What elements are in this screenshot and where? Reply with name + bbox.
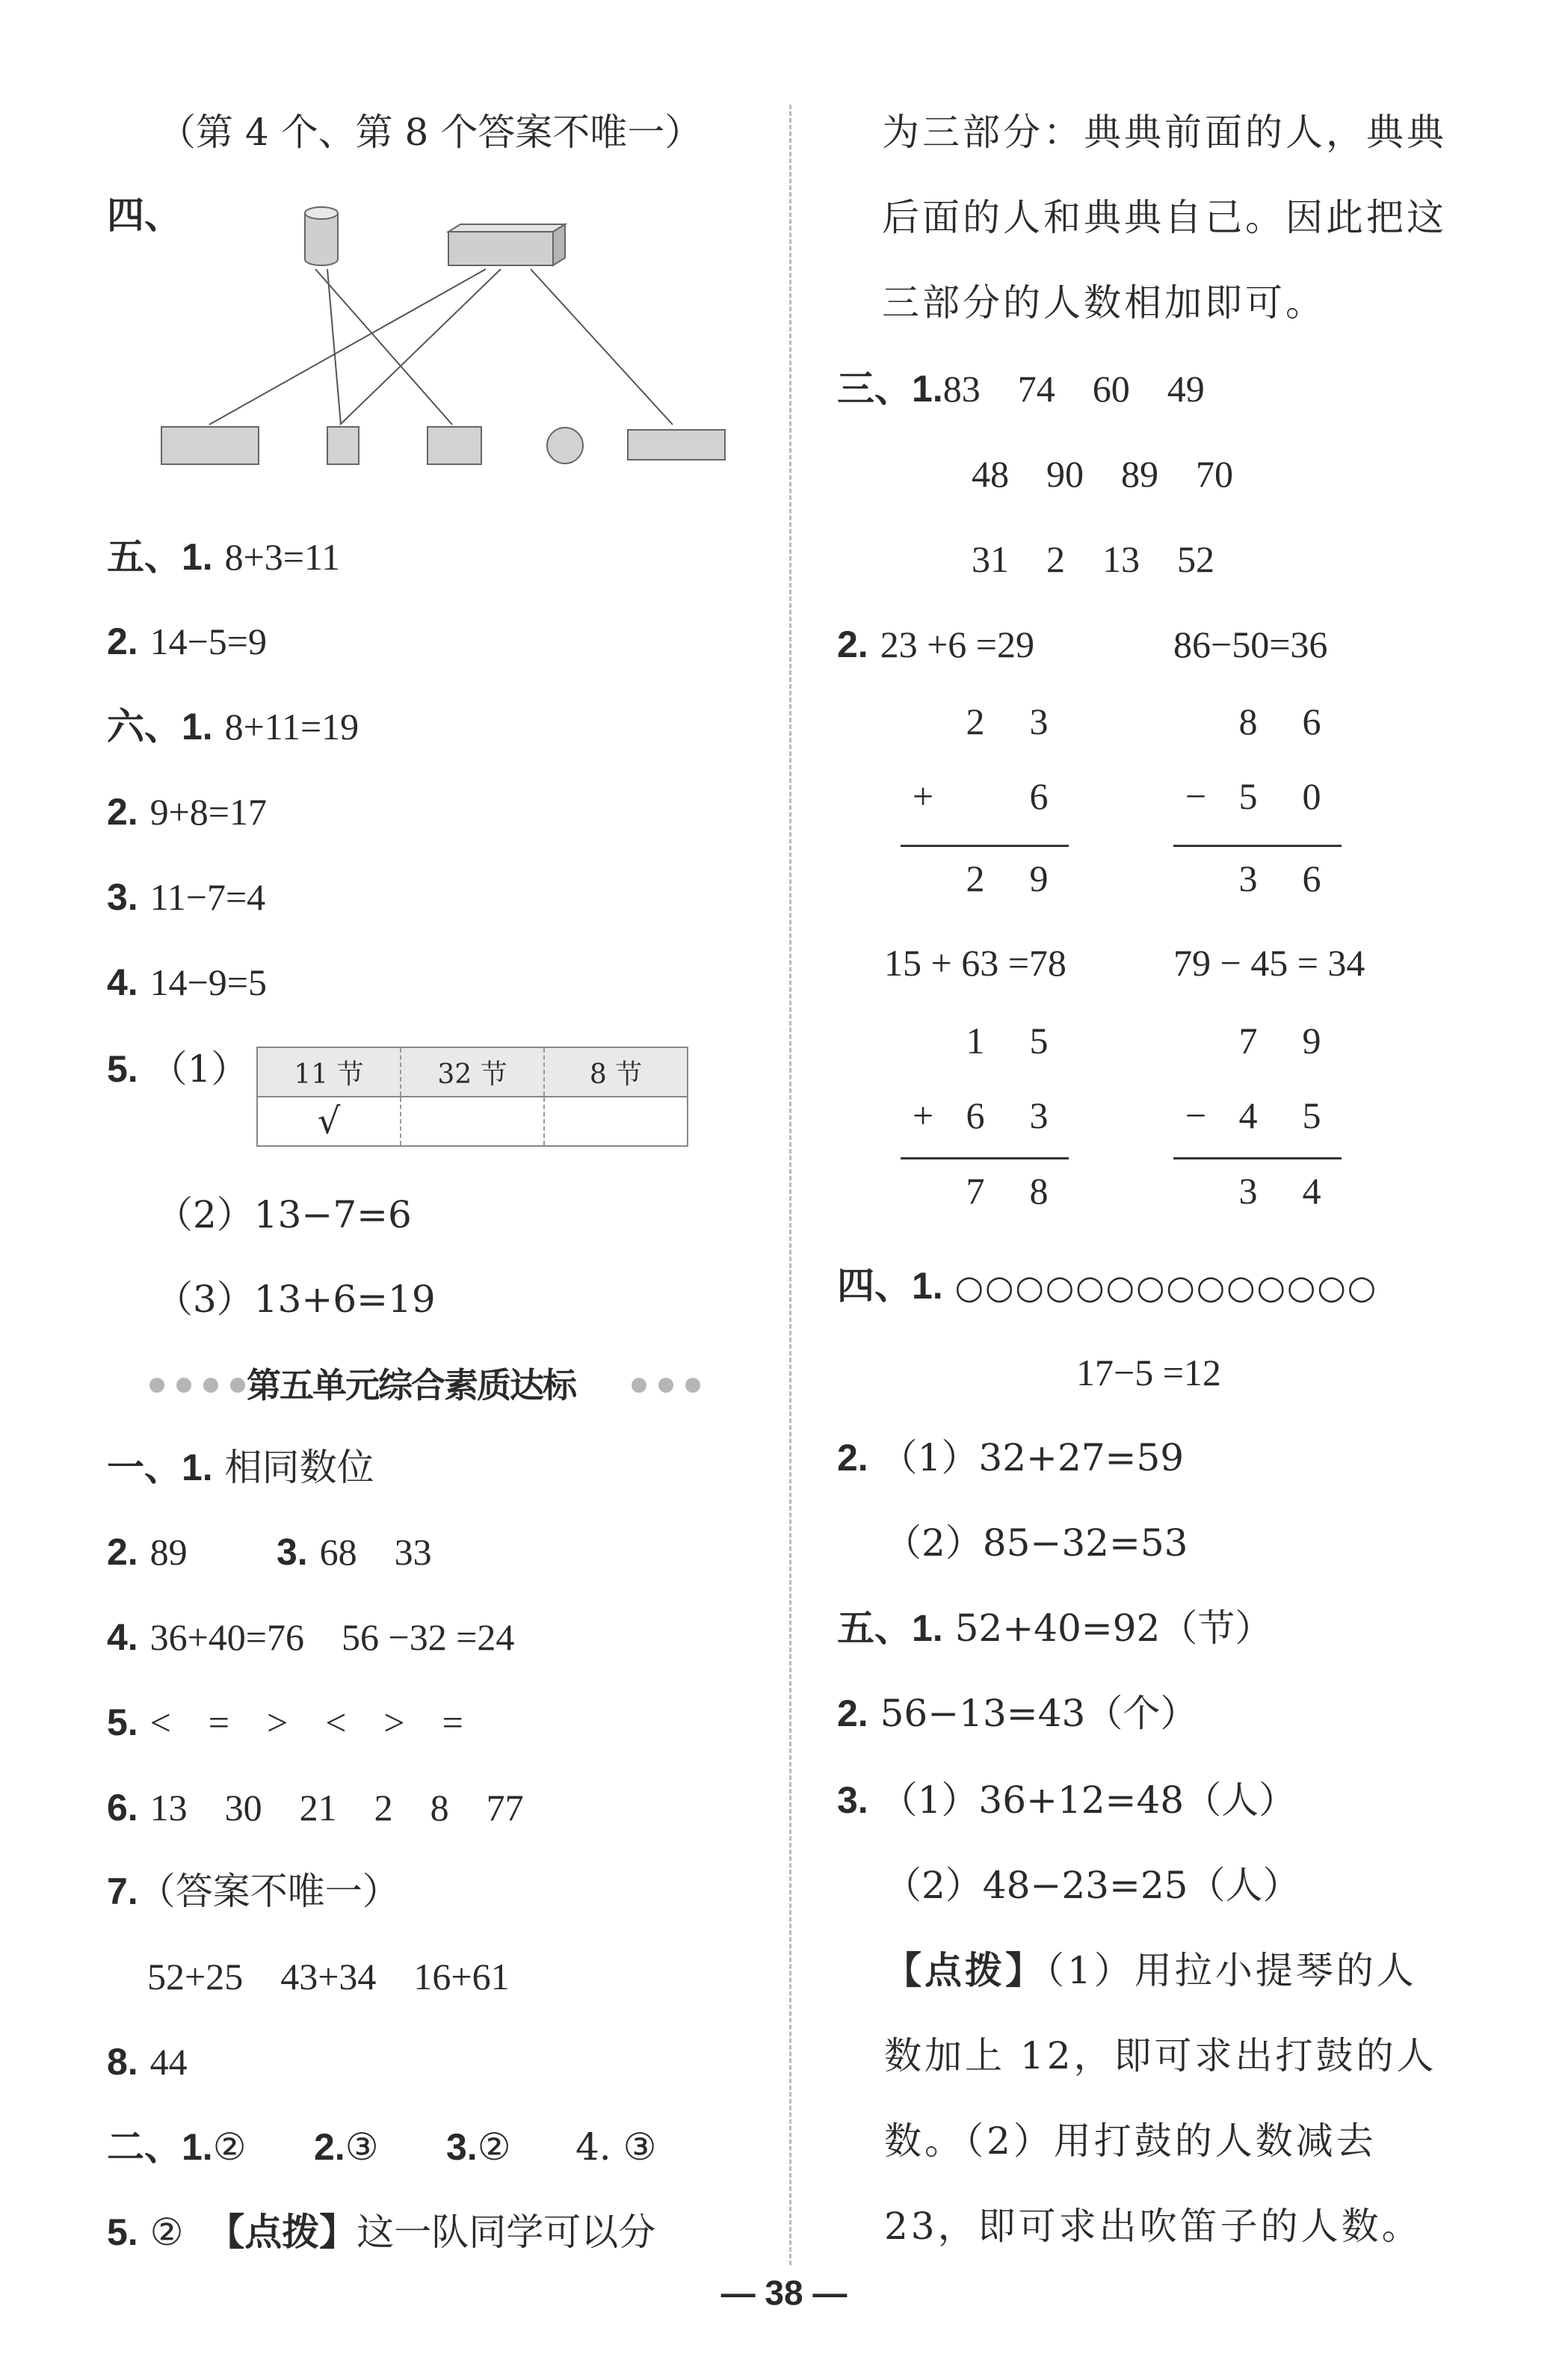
v4-r1: 3 — [1238, 1170, 1258, 1212]
s5-3-label: 3. — [837, 1779, 868, 1821]
s3-2-label: 2. — [837, 623, 868, 665]
v2-b2: 0 — [1302, 775, 1321, 817]
q5-1-answer: 8+3=11 — [224, 536, 341, 578]
section-title — [149, 1359, 717, 1411]
s5-3b: （2）48−23=25（人） — [884, 1864, 1300, 1907]
column-divider — [789, 105, 791, 2265]
tip-label: 【点拨】 — [884, 1950, 1046, 1992]
section-title-text: 第五单元综合素质达标 — [247, 1365, 575, 1405]
tip-continued-line1: 为三部分：典典前面的人，典典 — [882, 111, 1447, 154]
s2-5-tip-label: 【点拨】 — [207, 2211, 357, 2253]
equation-3: 15 + 63 =78 — [884, 942, 1067, 984]
tip-line2: 数加上 12，即可求出打鼓的人 — [884, 2034, 1437, 2077]
s1-5-answer: < = > < > = — [149, 1701, 463, 1743]
v3-a2: 5 — [1029, 1020, 1049, 1062]
table-header: 32 节 — [401, 1047, 544, 1097]
q6-4-answer: 14−9=5 — [149, 961, 268, 1003]
s2-5-tip-text: 这一队同学可以分 — [356, 2211, 656, 2254]
v2-r1: 3 — [1238, 857, 1258, 899]
s1-1-label: 一、1. — [107, 1447, 213, 1488]
s1-8-label: 8. — [107, 2041, 138, 2083]
table-cell — [401, 1097, 544, 1146]
s1-6-label: 6. — [107, 1787, 138, 1829]
q4-label: 四、 — [107, 194, 182, 236]
s2-4-answer: 4. ③ — [575, 2125, 657, 2169]
s1-2-answer: 89 — [149, 1531, 188, 1573]
v1-a2: 3 — [1029, 700, 1049, 742]
s3-1-label: 三、1. — [837, 368, 943, 410]
v3-b2: 3 — [1029, 1094, 1049, 1136]
s1-4-label: 4. — [107, 1616, 138, 1658]
q5-2-answer: 14−5=9 — [149, 620, 268, 662]
s2-2-answer: ③ — [345, 2125, 379, 2169]
v2-r2: 6 — [1302, 857, 1321, 899]
v1-a1: 2 — [966, 700, 985, 742]
q6-4-label: 4. — [107, 961, 138, 1003]
v4-r2: 4 — [1302, 1170, 1321, 1212]
answer-table — [256, 1047, 688, 1147]
s4-2a: （1）32+27=59 — [880, 1436, 1185, 1479]
table-header: 8 节 — [544, 1047, 688, 1097]
s3-1-row1: 83 74 60 49 — [942, 368, 1205, 410]
s3-1-row3: 31 2 13 52 — [972, 538, 1214, 580]
s4-2-label: 2. — [837, 1437, 868, 1479]
equation-2: 86−50=36 — [1173, 623, 1328, 665]
q5-1-label: 五、1. — [107, 536, 213, 578]
v1-r2: 9 — [1029, 857, 1049, 899]
v3-line — [901, 1157, 1069, 1159]
equation-4: 79 − 45 = 34 — [1173, 942, 1365, 984]
s2-3-answer: ② — [477, 2125, 511, 2169]
s2-5-answer: ② — [149, 2211, 184, 2254]
cylinder-shape — [305, 207, 338, 265]
s2-5-label: 5. — [107, 2211, 138, 2253]
tip-line3: 数。（2）用打鼓的人数减去 — [884, 2119, 1377, 2163]
q5-2-label: 2. — [107, 620, 138, 662]
long-rectangle — [628, 430, 725, 460]
s5-1-label: 五、1. — [837, 1607, 943, 1649]
s1-3-answer: 68 33 — [319, 1531, 432, 1573]
q6-1-answer: 8+11=19 — [224, 706, 359, 748]
v3-r2: 8 — [1029, 1170, 1049, 1212]
s1-2-label: 2. — [107, 1531, 138, 1573]
v4-a2: 9 — [1302, 1020, 1321, 1062]
s5-2-answer: 56−13=43（个） — [880, 1692, 1198, 1735]
s2-3-label: 3. — [446, 2126, 478, 2168]
s4-1-equation: 17−5 =12 — [1076, 1352, 1221, 1393]
v1-r1: 2 — [966, 857, 985, 899]
table-cell — [544, 1097, 688, 1146]
s1-5-label: 5. — [107, 1701, 138, 1743]
s4-2b: （2）85−32=53 — [884, 1521, 1188, 1565]
note-answers-not-unique: （第 4 个、第 8 个答案不唯一） — [158, 111, 703, 154]
cuboid-shape — [448, 224, 565, 265]
v2-b1: 5 — [1238, 775, 1258, 817]
s1-6-answer: 13 30 21 2 8 77 — [149, 1787, 524, 1829]
table-header: 11 节 — [257, 1047, 401, 1097]
q6-5-label: 5. — [107, 1048, 138, 1090]
tip-line1: （1）用拉小提琴的人 — [1046, 1949, 1417, 1992]
square — [428, 427, 481, 464]
s5-3a: （1）36+12=48（人） — [880, 1778, 1297, 1822]
s1-4-answer: 36+40=76 56 −32 =24 — [149, 1616, 515, 1658]
v4-b2: 5 — [1302, 1094, 1321, 1136]
v4-op: − — [1185, 1094, 1207, 1136]
q6-2-label: 2. — [107, 791, 138, 833]
v1-op: + — [912, 775, 934, 817]
wide-rectangle — [161, 427, 259, 464]
s1-1-answer: 相同数位 — [224, 1446, 374, 1489]
q6-5-sub3: （3）13+6=19 — [155, 1278, 436, 1321]
tip-continued-line2: 后面的人和典典自己。因此把这 — [882, 196, 1447, 239]
small-rectangle — [327, 427, 359, 464]
v2-line — [1173, 845, 1342, 847]
tip-line4: 23，即可求出吹笛子的人数。 — [884, 2205, 1422, 2248]
v3-r1: 7 — [966, 1170, 985, 1212]
s1-7-note: （答案不唯一） — [138, 1870, 400, 1913]
v4-a1: 7 — [1238, 1020, 1258, 1062]
v3-b1: 6 — [966, 1094, 985, 1136]
q6-5-sub1: （1） — [149, 1047, 249, 1091]
q6-3-label: 3. — [107, 876, 138, 918]
s1-7-label: 7. — [107, 1870, 138, 1912]
q6-3-answer: 11−7=4 — [149, 876, 266, 918]
equation-1: 23 +6 =29 — [880, 623, 1035, 665]
circle — [547, 428, 583, 463]
v4-b1: 4 — [1238, 1094, 1258, 1136]
s1-7-answers: 52+25 43+34 16+61 — [147, 1956, 510, 1997]
s1-8-answer: 44 — [149, 2041, 188, 2083]
s5-1-answer: 52+40=92（节） — [954, 1607, 1273, 1650]
s5-2-label: 2. — [837, 1692, 868, 1734]
v3-op: + — [912, 1094, 934, 1136]
s3-1-row2: 48 90 89 70 — [972, 453, 1233, 495]
q6-2-answer: 9+8=17 — [149, 791, 268, 833]
v1-line — [901, 845, 1069, 847]
shape-matching-diagram — [149, 198, 740, 482]
v2-a2: 6 — [1302, 700, 1321, 742]
page-number: — 38 — — [720, 2273, 848, 2312]
s1-3-label: 3. — [277, 1531, 308, 1573]
v2-a1: 8 — [1238, 700, 1258, 742]
s4-1-label: 四、1. — [837, 1265, 943, 1307]
q6-5-sub2: （2）13−7=6 — [155, 1193, 412, 1236]
s2-2-label: 2. — [314, 2126, 345, 2168]
v4-line — [1173, 1157, 1342, 1159]
q6-1-label: 六、1. — [107, 706, 213, 748]
v2-op: − — [1185, 775, 1207, 817]
s4-1-circles: ○○○○○○○○○○○○○○ — [954, 1269, 1378, 1307]
v1-b2: 6 — [1029, 775, 1049, 817]
tip-continued-line3: 三部分的人数相加即可。 — [882, 281, 1326, 324]
s2-1-label: 二、1. — [107, 2126, 213, 2168]
table-cell: √ — [257, 1097, 401, 1146]
v3-a1: 1 — [966, 1020, 985, 1062]
s2-1-answer: ② — [212, 2125, 247, 2169]
